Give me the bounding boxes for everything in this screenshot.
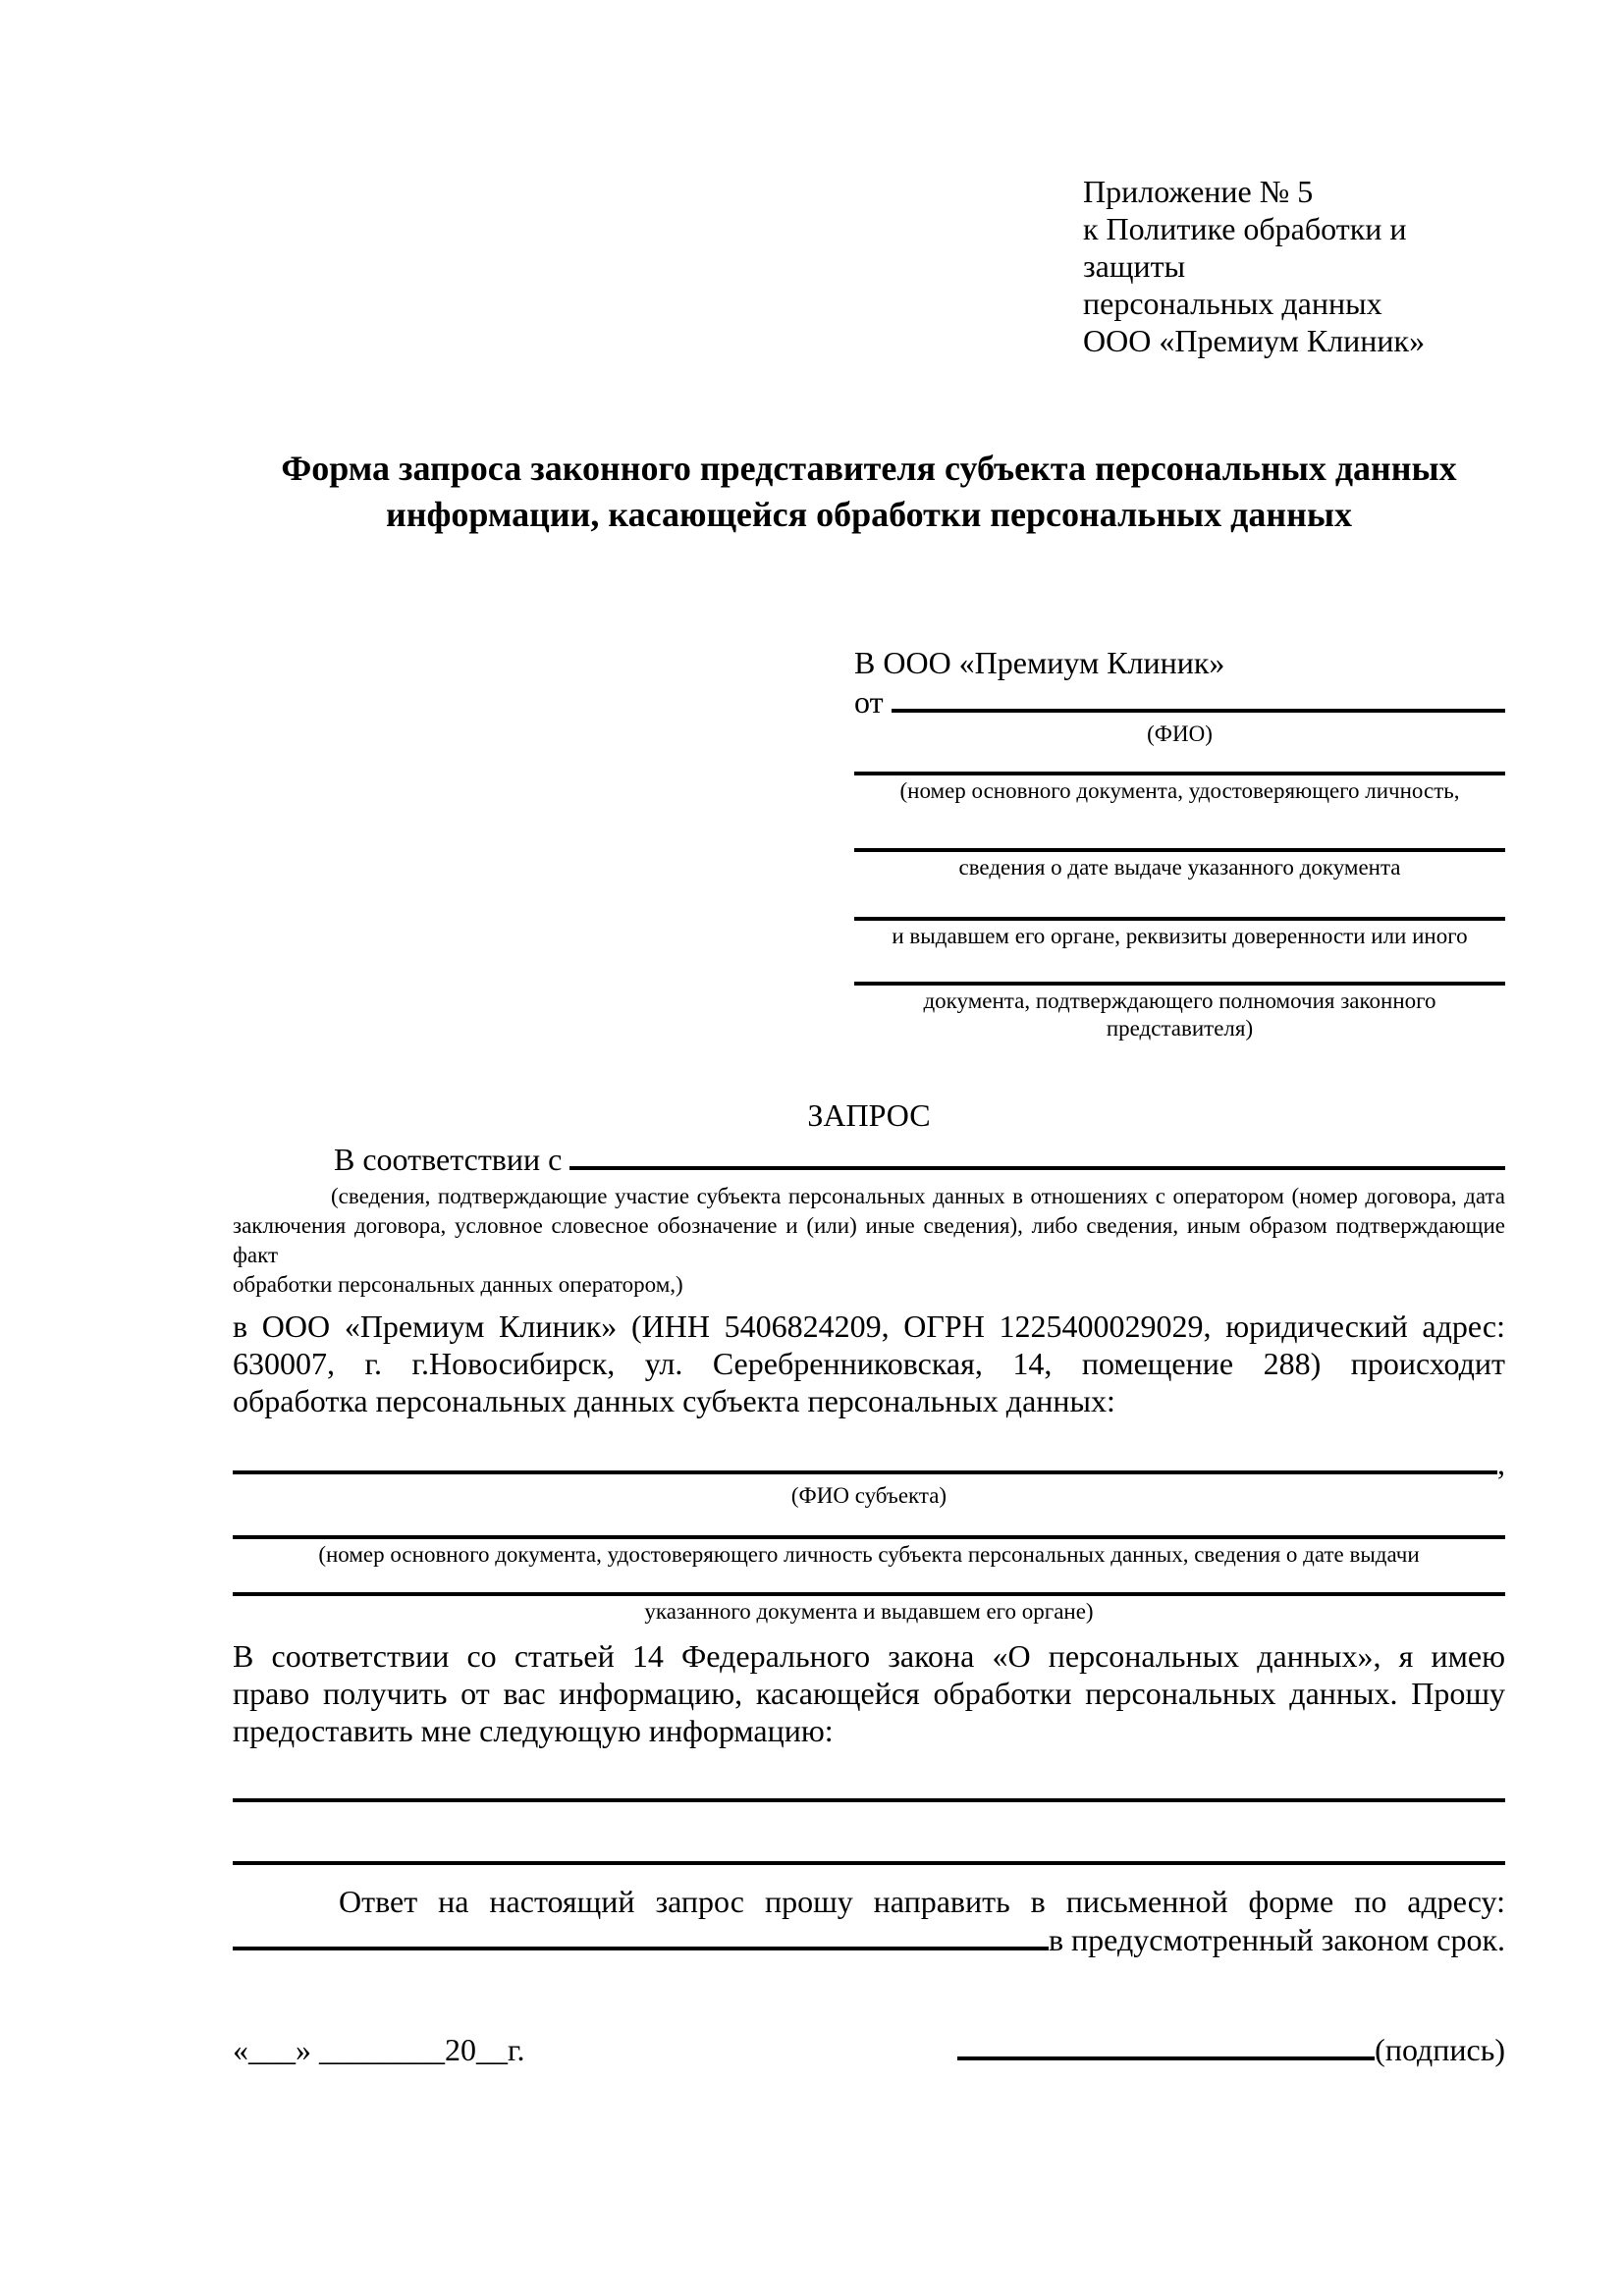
blank-field <box>854 917 1505 950</box>
appendix-line: персональных данных <box>1083 286 1382 321</box>
appendix-line: Приложение № 5 <box>1083 174 1314 209</box>
footer-row <box>233 2032 1505 2068</box>
paragraph-line: 630007, г. г.Новосибирск, ул. Серебренниковская, 14, помещение 288) происходит <box>233 1346 1505 1381</box>
request-heading: ЗАПРОС <box>807 1097 931 1133</box>
authority-document-blank-line <box>854 982 1505 986</box>
addressee-block <box>854 642 1505 1042</box>
basis-label: В соответствии с <box>334 1142 570 1177</box>
signature-caption: (подпись) <box>1375 2032 1505 2067</box>
note-line: обработки персональных данных оператором,) <box>233 1272 683 1297</box>
subject-fio-field <box>233 1445 1505 1482</box>
document-title <box>233 446 1505 538</box>
paragraph-line: предоставить мне следующую информацию: <box>233 1713 834 1748</box>
information-blank-line <box>233 1798 1505 1802</box>
paragraph-line: в ООО «Премиум Клиник» (ИНН 5406824209, ОГРН 1225400029029, юридический адрес: <box>233 1308 1505 1344</box>
answer-address-field <box>233 1920 1505 1959</box>
answer-suffix: в предусмотренный законом срок. <box>1048 1922 1505 1957</box>
blank-field <box>854 848 1505 881</box>
basis-note <box>233 1182 1505 1300</box>
appendix-block <box>1083 173 1505 359</box>
blank-caption: сведения о дате выдаче указанного документа <box>958 855 1401 880</box>
blank-field <box>233 1535 1505 1569</box>
blank-caption: и выдавшем его органе, реквизиты доверенности или иного <box>892 924 1468 948</box>
basis-line <box>233 1141 1505 1178</box>
note-line: (сведения, подтверждающие участие субъекта персональных данных в отношениях с оператором (номер договора, дата <box>331 1184 1505 1208</box>
answer-paragraph-line: Ответ на настоящий запрос прошу направить в письменной форме по адресу: <box>339 1884 1505 1919</box>
subject-fio-blank-line <box>233 1470 1497 1474</box>
blank-suffix: , <box>1497 1446 1505 1481</box>
signature-block <box>957 2032 1505 2068</box>
signature-line <box>957 2056 1375 2060</box>
blank-caption: (номер основного документа, удостоверяющего личность субъекта персональных данных, сведения о дате выдачи <box>318 1542 1420 1567</box>
date-line: «___» ________20__г. <box>233 2032 525 2067</box>
document-number-blank-line <box>854 772 1505 775</box>
blank-caption: указанного документа и выдавшем его органе) <box>644 1599 1094 1624</box>
issue-date-blank-line <box>854 848 1505 852</box>
from-line <box>854 683 1505 721</box>
fio-caption: (ФИО) <box>1147 721 1213 746</box>
representative-fio-blank-line <box>892 709 1505 713</box>
address-blank-line <box>233 1947 1049 1950</box>
title-line: информации, касающейся обработки персональных данных <box>386 495 1352 534</box>
issuing-authority-blank-line <box>854 917 1505 921</box>
subject-document-blank-line-2 <box>233 1592 1505 1596</box>
paragraph-line: право получить от вас информацию, касающейся обработки персональных данных. Прошу <box>233 1676 1505 1711</box>
operator-paragraph <box>233 1308 1505 1419</box>
title-line: Форма запроса законного представителя субъекта персональных данных <box>281 449 1457 488</box>
blank-caption: (номер основного документа, удостоверяющего личность, <box>899 778 1460 803</box>
subject-document-blank-line <box>233 1535 1505 1539</box>
subject-fio-caption: (ФИО субъекта) <box>790 1483 947 1508</box>
paragraph-line: В соответствии со статьей 14 Федерального закона «О персональных данных», я имею <box>233 1638 1505 1674</box>
recipient-line: В ООО «Премиум Клиник» <box>854 645 1225 680</box>
appendix-line: к Политике обработки и защиты <box>1083 211 1407 284</box>
law-paragraph <box>233 1637 1505 1749</box>
basis-blank-line <box>569 1166 1505 1170</box>
blank-field <box>854 772 1505 805</box>
note-line: заключения договора, условное словесное обозначение и (или) иные сведения), либо сведения, иным образом подтверждающие факт <box>233 1213 1505 1267</box>
from-label: от <box>854 684 892 720</box>
blank-field <box>854 982 1505 1042</box>
information-blank-line <box>233 1861 1505 1865</box>
blank-field <box>233 1592 1505 1626</box>
appendix-line: ООО «Премиум Клиник» <box>1083 323 1426 358</box>
blank-caption: документа, подтверждающего полномочия законного представителя) <box>923 988 1436 1041</box>
paragraph-line: обработка персональных данных субъекта персональных данных: <box>233 1383 1115 1418</box>
